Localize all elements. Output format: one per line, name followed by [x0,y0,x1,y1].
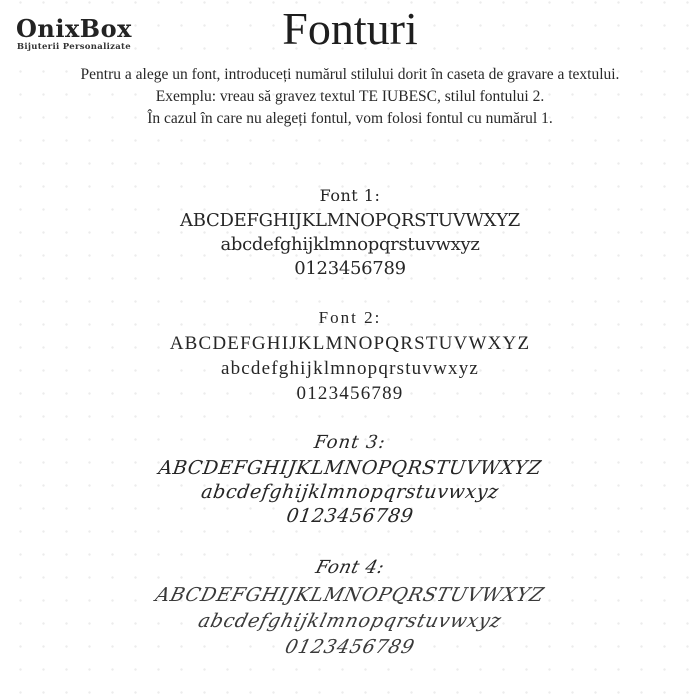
font-sample-4-uppercase: ABCDEFGHIJKLMNOPQRSTUVWXYZ [153,584,547,606]
page-title: Fonturi [282,3,418,54]
font-sample-2-label: Font 2: [318,308,382,327]
font-sample-1 [0,186,700,281]
font-sample-3 [0,432,700,528]
font-sample-2-digits: 0123456789 [296,383,404,404]
font-sample-2-uppercase: ABCDEFGHIJKLMNOPQRSTUVWXYZ [169,333,531,354]
font-sample-1-lowercase: abcdefghijklmnopqrstuvwxyz [220,234,480,255]
instructions-line-1: Pentru a alege un font, introduceți numărul stilului dorit în caseta de gravare a textului. [80,66,620,83]
instructions [0,64,700,130]
font-sample-3-digits: 0123456789 [285,505,415,527]
font-sample-2-lowercase: abcdefghijklmnopqrstuvwxyz [220,358,480,379]
brand-tagline: Bijuterii Personalizate [16,42,131,52]
font-sample-2 [0,307,700,406]
font-sample-3-lowercase: abcdefghijklmnopqrstuvwxyz [199,481,501,503]
brand-name: OnixBox [16,14,132,43]
font-sample-1-label: Font 1: [319,186,381,205]
instructions-line-3: În cazul în care nu alegeți fontul, vom folosi fontul cu numărul 1. [147,110,553,127]
font-sample-1-digits: 0123456789 [294,258,406,279]
font-sample-1-uppercase: ABCDEFGHIJKLMNOPQRSTUVWXYZ [180,210,520,231]
font-sample-4-digits: 0123456789 [282,636,418,658]
font-sample-4-lowercase: abcdefghijklmnopqrstuvwxyz [195,610,504,632]
instructions-line-2: Exemplu: vreau să gravez textul TE IUBESC, stilul fontului 2. [155,88,545,105]
font-sample-4-label: Font 4: [313,557,387,578]
font-sample-3-uppercase: ABCDEFGHIJKLMNOPQRSTUVWXYZ [157,457,543,479]
font-sample-4 [0,557,700,660]
font-sample-3-label: Font 3: [312,432,388,453]
